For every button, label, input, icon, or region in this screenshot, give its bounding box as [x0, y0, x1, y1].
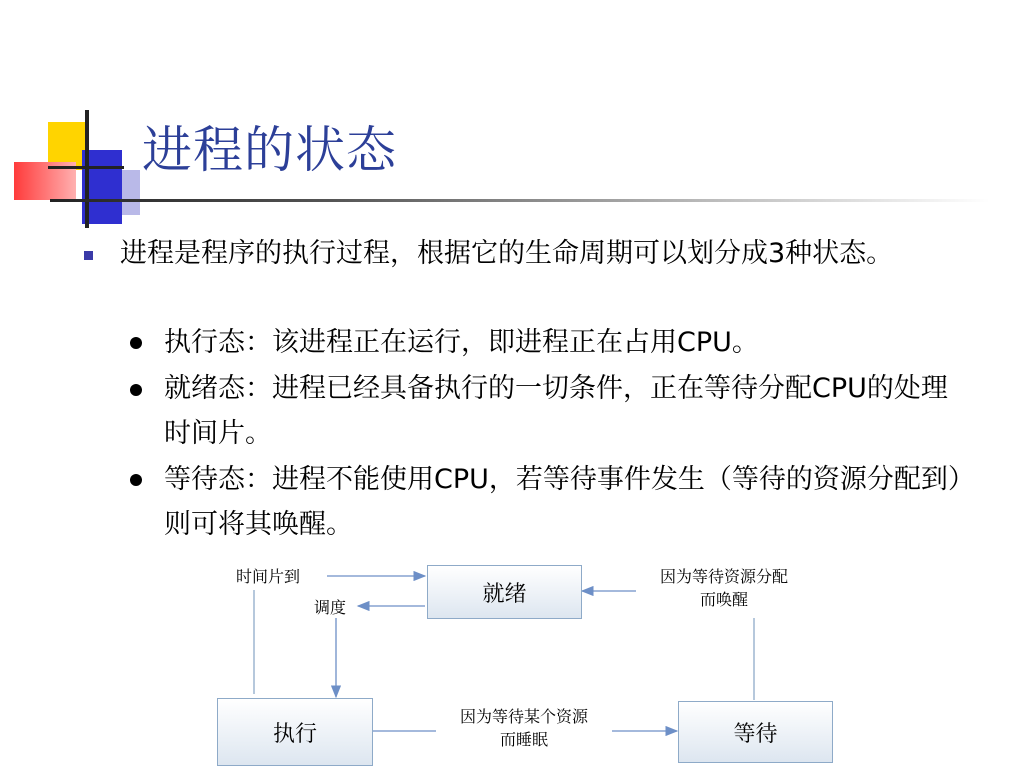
label-sleep-line2: 而睡眠 — [499, 730, 548, 749]
label-sleep — [436, 705, 612, 751]
state-box-running: 执行 — [217, 698, 373, 766]
label-wake — [636, 565, 812, 611]
state-ready-text: 就绪态：进程已经具备执行的一切条件，正在等待分配CPU的处理时间片。 — [164, 373, 948, 449]
label-wake-line2: 而唤醒 — [699, 590, 748, 609]
label-sleep-line1: 因为等待某个资源 — [459, 707, 588, 726]
state-box-ready: 就绪 — [427, 565, 582, 619]
intro-text: 进程是程序的执行过程，根据它的生命周期可以划分成3种状态。 — [120, 238, 894, 269]
label-wake-line1: 因为等待资源分配 — [659, 567, 788, 586]
state-waiting-text: 等待态：进程不能使用CPU，若等待事件发生（等待的资源分配到）则可将其唤醒。 — [164, 464, 975, 540]
label-dispatch: 调度 — [314, 598, 347, 617]
state-box-waiting: 等待 — [678, 701, 833, 763]
slide-title: 进程的状态 — [142, 121, 397, 179]
state-running-text: 执行态：该进程正在运行，即进程正在占用CPU。 — [164, 327, 759, 358]
label-timeslice: 时间片到 — [236, 567, 301, 586]
